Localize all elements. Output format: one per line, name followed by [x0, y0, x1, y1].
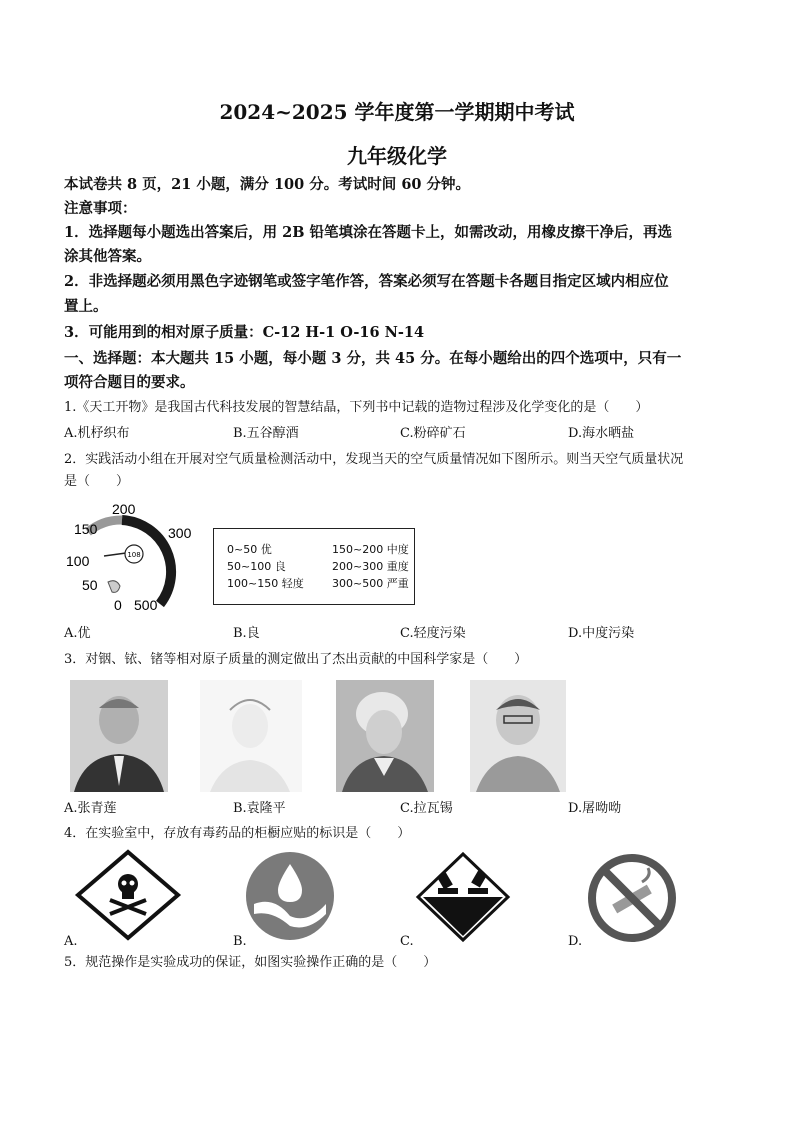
exam-summary: 本试卷共 8 页，21 小题，满分 100 分。考试时间 60 分钟。: [64, 176, 471, 193]
legend-r2c2: 200~300 重度: [332, 560, 409, 573]
note-1-line-1: 1．选择题每小题选出答案后，用 2B 铅笔填涂在答题卡上，如需改动，用橡皮擦干净后，再选: [64, 224, 673, 241]
q1-option-a: A.机杼织布: [64, 426, 130, 441]
q4-option-b: B.: [233, 934, 247, 949]
q1-stem: 1.《天工开物》是我国古代科技发展的智慧结晶，下列书中记载的造物过程涉及化学变化的是（ ）: [64, 400, 649, 415]
gauge-tick-150: 150: [74, 521, 98, 537]
gauge-tick-500: 500: [134, 597, 158, 613]
legend-r1c1: 0~50 优: [227, 543, 272, 556]
toxic-skull-sign-icon: [74, 848, 182, 942]
q4-stem: 4．在实验室中，存放有毒药品的柜橱应贴的标识是（ ）: [64, 826, 411, 841]
note-3: 3．可能用到的相对原子质量：C-12 H-1 O-16 N-14: [64, 324, 425, 341]
legend-r2c1: 50~100 良: [227, 560, 286, 573]
q4-option-d: D.: [568, 934, 583, 949]
q1-option-d: D.海水晒盐: [568, 426, 635, 441]
portrait-c: [336, 680, 434, 792]
no-smoking-sign-icon: [586, 852, 678, 944]
legend-r3c2: 300~500 严重: [332, 577, 409, 590]
drop-sign-icon: [244, 850, 336, 942]
gauge-tick-300: 300: [168, 525, 192, 541]
gauge-tick-100: 100: [66, 553, 90, 569]
q3-option-a: A.张青莲: [64, 801, 117, 816]
q2-stem-line-1: 2．实践活动小组在开展对空气质量检测活动中，发现当天的空气质量情况如下图所示。则当天空气质量状况: [64, 452, 684, 467]
portrait-d: [470, 680, 566, 792]
note-1-line-2: 涂其他答案。: [64, 248, 151, 265]
q3-option-c: C.拉瓦锡: [400, 801, 453, 816]
gauge-hand-icon: [108, 581, 120, 593]
gauge-tick-50: 50: [82, 577, 98, 593]
q4-option-c: C.: [400, 934, 414, 949]
section-1-line-1: 一、选择题：本大题共 15 小题，每小题 3 分，共 45 分。在每小题给出的四个选项中，只有一: [64, 350, 682, 367]
exam-title: 2024~2025 学年度第一学期期中考试: [219, 100, 575, 124]
note-2-line-2: 置上。: [64, 298, 108, 315]
notes-heading: 注意事项：: [64, 200, 137, 217]
gauge-reading: 108: [127, 551, 141, 559]
q1-option-b: B.五谷醇酒: [233, 426, 299, 441]
q3-option-b: B.袁隆平: [233, 801, 286, 816]
note-2-line-1: 2．非选择题必须用黑色字迹钢笔或签字笔作答，答案必须写在答题卡各题目指定区域内相应位: [64, 273, 669, 290]
q2-option-a: A.优: [64, 626, 91, 641]
q5-stem: 5．规范操作是实验成功的保证，如图实验操作正确的是（ ）: [64, 955, 437, 970]
q3-option-d: D.屠呦呦: [568, 801, 622, 816]
q1-option-c: C.粉碎矿石: [400, 426, 466, 441]
gauge-tick-0: 0: [114, 597, 122, 613]
exam-subtitle: 九年级化学: [347, 144, 447, 168]
q2-option-c: C.轻度污染: [400, 626, 466, 641]
legend-r3c1: 100~150 轻度: [227, 577, 304, 590]
q2-option-d: D.中度污染: [568, 626, 635, 641]
legend-r1c2: 150~200 中度: [332, 543, 409, 556]
portrait-a: [70, 680, 168, 792]
corrosive-sign-icon: [414, 850, 512, 944]
portrait-b: [200, 680, 302, 792]
q4-option-a: A.: [64, 934, 78, 949]
gauge-tick-200: 200: [112, 501, 136, 517]
q3-stem: 3．对铟、铱、锗等相对原子质量的测定做出了杰出贡献的中国科学家是（ ）: [64, 652, 528, 667]
aqi-legend: [213, 528, 415, 605]
q2-stem-line-2: 是（ ）: [64, 474, 130, 489]
section-1-line-2: 项符合题目的要求。: [64, 374, 195, 391]
air-quality-gauge: [60, 498, 205, 616]
gauge-needle: [104, 553, 126, 556]
q2-option-b: B.良: [233, 626, 260, 641]
